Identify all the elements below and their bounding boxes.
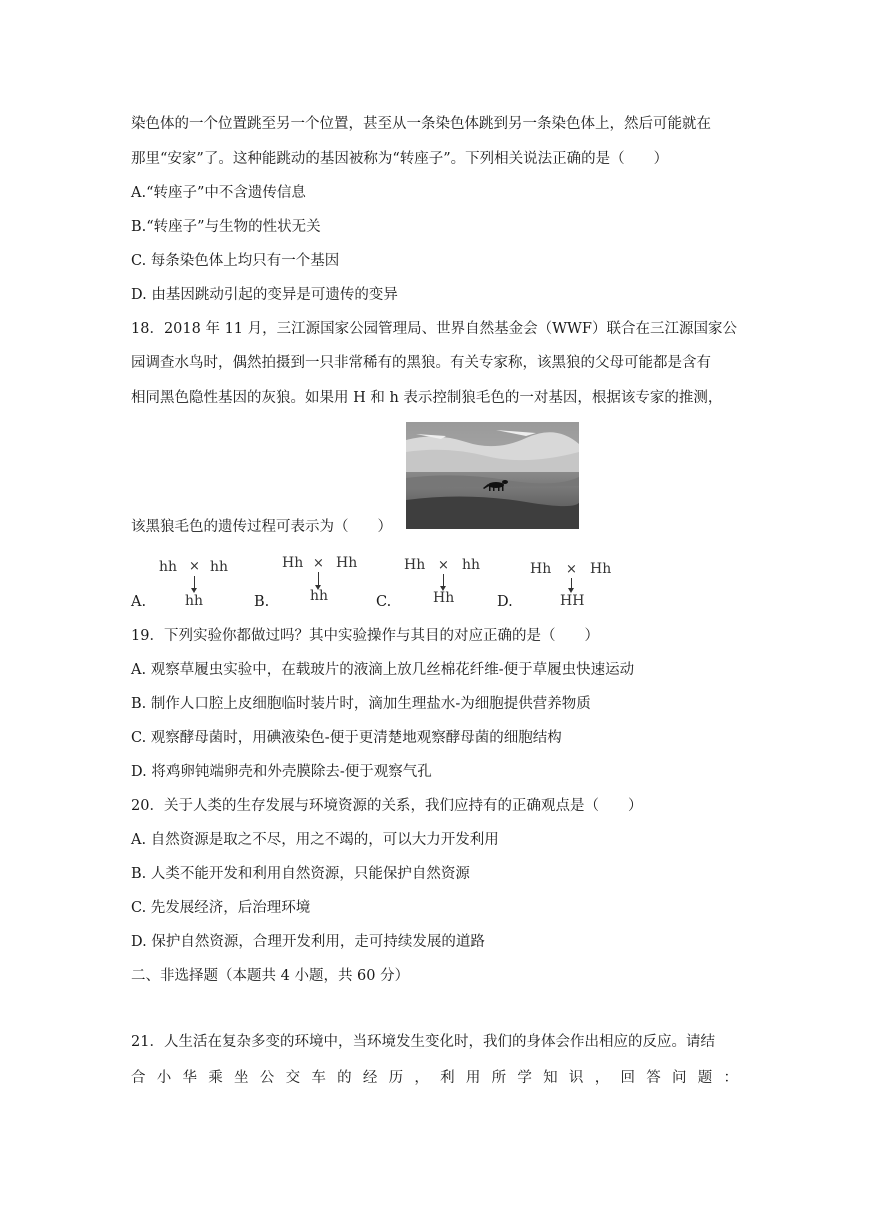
q18-choice-c-label: C. [376,594,392,610]
cross-symbol: × [566,562,577,577]
cross-symbol: × [313,556,324,571]
parent-2-genotype: Hh [590,561,612,577]
q17-stem-line-2: 那里“安家”了。这种能跳动的基因被称为“转座子”。下列相关说法正确的是（ ） [131,151,669,167]
q19-option-b: B. 制作人口腔上皮细胞临时装片时，滴加生理盐水-为细胞提供营养物质 [131,696,591,712]
q17-option-c: C. 每条染色体上均只有一个基因 [131,253,340,269]
q21-stem-line-2: 合小华乘坐公交车的经历，利用所学知识，回答问题： [131,1070,738,1086]
offspring-genotype: hh [310,588,329,604]
q17-option-b: B.“转座子”与生物的性状无关 [131,219,321,235]
q21-stem-line-1: 21．人生活在复杂多变的环境中，当环境发生变化时，我们的身体会作出相应的反应。请结 [131,1034,715,1050]
q17-stem-line-1: 染色体的一个位置跳至另一个位置，甚至从一条染色体跳到另一条染色体上，然后可能就在 [131,116,711,132]
q20-option-d: D. 保护自然资源，合理开发利用，走可持续发展的道路 [131,934,485,950]
offspring-genotype: hh [185,593,204,609]
black-wolf-photo [406,422,579,529]
q20-stem: 20．关于人类的生存发展与环境资源的关系，我们应持有的正确观点是（ ） [131,798,643,814]
cross-symbol: × [189,559,200,574]
arrow-line [194,576,195,588]
q18-choice-d [497,552,617,612]
q19-option-c: C. 观察酵母菌时，用碘液染色-便于更清楚地观察酵母菌的细胞结构 [131,730,562,746]
q18-choice-a [131,552,241,612]
parent-2-genotype: hh [210,559,229,575]
q18-stem-line-3: 相同黑色隐性基因的灰狼。如果用 H 和 h 表示控制狼毛色的一对基因，根据该专家的推测， [131,390,723,406]
q18-stem-line-1: 18．2018 年 11 月，三江源国家公园管理局、世界自然基金会（WWF）联合在三江源国家公 [131,321,737,337]
q18-choice-a-label: A. [131,594,147,610]
parent-1-genotype: Hh [282,555,304,571]
parent-2-genotype: hh [462,557,481,573]
q19-option-a: A. 观察草履虫实验中，在载玻片的液滴上放几丝棉花纤维-便于草履虫快速运动 [131,662,635,678]
q18-choice-b-label: B. [254,594,270,610]
q19-stem: 19．下列实验你都做过吗？其中实验操作与其目的对应正确的是（ ） [131,628,599,644]
offspring-genotype: Hh [433,590,455,606]
q20-option-a: A. 自然资源是取之不尽，用之不竭的，可以大力开发利用 [131,832,499,848]
parent-1-genotype: hh [159,559,178,575]
q20-option-b: B. 人类不能开发和利用自然资源，只能保护自然资源 [131,866,470,882]
q18-choice-c [376,552,486,612]
q20-option-c: C. 先发展经济，后治理环境 [131,900,311,916]
q18-stem-line-2: 园调查水鸟时，偶然拍摄到一只非常稀有的黑狼。有关专家称，该黑狼的父母可能都是含有 [131,355,711,371]
cross-symbol: × [438,558,449,573]
arrow-line [318,572,319,585]
q18-choice-b [254,552,364,612]
q17-option-a: A.“转座子”中不含遗传信息 [131,185,306,201]
offspring-genotype: HH [560,593,585,609]
q19-option-d: D. 将鸡卵钝端卵壳和外壳膜除去-便于观察气孔 [131,764,432,780]
q18-stem-line-4: 该黑狼毛色的遗传过程可表示为（ ） [131,519,392,535]
parent-2-genotype: Hh [336,555,358,571]
q17-option-d: D. 由基因跳动引起的变异是可遗传的变异 [131,287,398,303]
parent-1-genotype: Hh [530,561,552,577]
parent-1-genotype: Hh [404,557,426,573]
q18-choice-d-label: D. [497,594,513,610]
section-heading-non-choice: 二、非选择题（本题共 4 小题，共 60 分） [131,968,410,984]
arrow-line [443,574,444,586]
arrow-line [571,578,572,588]
